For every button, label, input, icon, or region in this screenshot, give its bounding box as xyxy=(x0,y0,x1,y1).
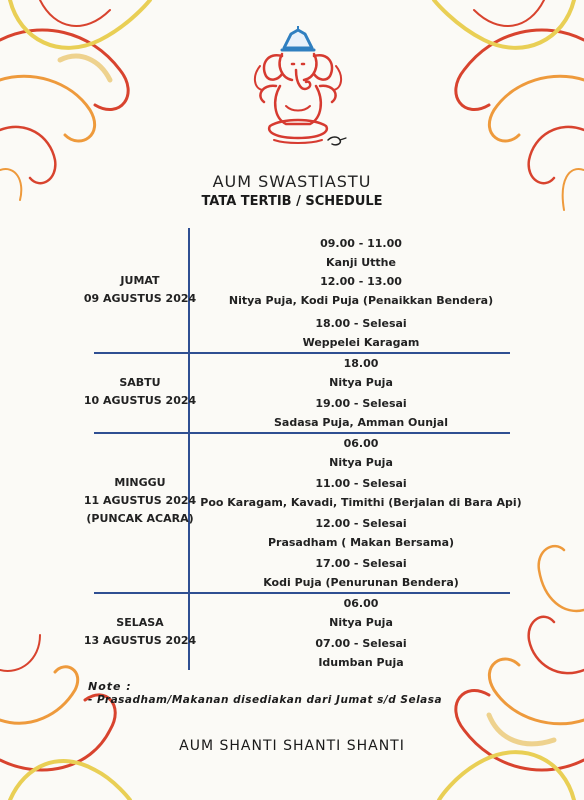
event-description: Nitya Puja xyxy=(329,456,393,469)
day-name: MINGGU xyxy=(114,476,166,489)
schedule-event xyxy=(196,434,526,472)
schedule-event xyxy=(196,514,526,552)
event-time: 06.00 xyxy=(343,597,379,610)
greeting-heading: AUM SWASTIASTU xyxy=(212,172,372,191)
event-description: Weppelei Karagam xyxy=(302,336,420,349)
event-description: Kodi Puja (Penurunan Bendera) xyxy=(263,576,459,589)
event-time: 18.00 - Selesai xyxy=(315,317,407,330)
event-time: 19.00 - Selesai xyxy=(315,397,407,410)
event-description: Kanji Utthe xyxy=(326,256,396,269)
event-time: 07.00 - Selesai xyxy=(315,637,407,650)
schedule-event xyxy=(196,594,526,632)
schedule-event xyxy=(196,314,526,352)
day-name: SABTU xyxy=(119,376,161,389)
day-date: 10 AGUSTUS 2024 xyxy=(83,394,197,407)
schedule-event xyxy=(196,394,526,432)
note-text: - Prasadham/Makanan disediakan dari Jumat s/d Selasa xyxy=(88,694,443,706)
event-time: 12.00 - Selesai xyxy=(315,517,407,530)
ganesha-logo xyxy=(246,26,350,156)
day-name: SELASA xyxy=(116,616,164,629)
event-description: Poo Karagam, Kavadi, Timithi (Berjalan di Bara Api) xyxy=(200,496,522,509)
schedule-event xyxy=(196,234,526,272)
event-time: 17.00 - Selesai xyxy=(315,557,407,570)
event-time: 06.00 xyxy=(343,437,379,450)
event-description: Nitya Puja xyxy=(329,616,393,629)
event-time: 09.00 - 11.00 xyxy=(320,237,402,250)
event-description: Sadasa Puja, Amman Ounjal xyxy=(273,416,449,429)
day-name: JUMAT xyxy=(120,274,160,287)
event-description: Nitya Puja, Kodi Puja (Penaikkan Bendera) xyxy=(228,294,494,307)
schedule-event xyxy=(196,474,526,512)
event-time: 12.00 - 13.00 xyxy=(320,275,402,288)
day-date: 09 AGUSTUS 2024 xyxy=(83,292,197,305)
event-description: Idumban Puja xyxy=(318,656,404,669)
day-note: (PUNCAK ACARA) xyxy=(86,512,194,525)
note-label: Note : xyxy=(88,680,132,693)
schedule-event xyxy=(196,634,526,672)
event-time: 11.00 - Selesai xyxy=(315,477,407,490)
schedule-title: TATA TERTIB / SCHEDULE xyxy=(201,194,383,209)
schedule-event xyxy=(196,272,526,310)
event-time: 18.00 xyxy=(343,357,379,370)
schedule-event xyxy=(196,354,526,392)
day-date: 11 AGUSTUS 2024 xyxy=(83,494,197,507)
day-date: 13 AGUSTUS 2024 xyxy=(83,634,197,647)
closing-blessing: AUM SHANTI SHANTI SHANTI xyxy=(179,738,405,754)
schedule-event xyxy=(196,554,526,592)
event-description: Nitya Puja xyxy=(329,376,393,389)
event-description: Prasadham ( Makan Bersama) xyxy=(267,536,455,549)
